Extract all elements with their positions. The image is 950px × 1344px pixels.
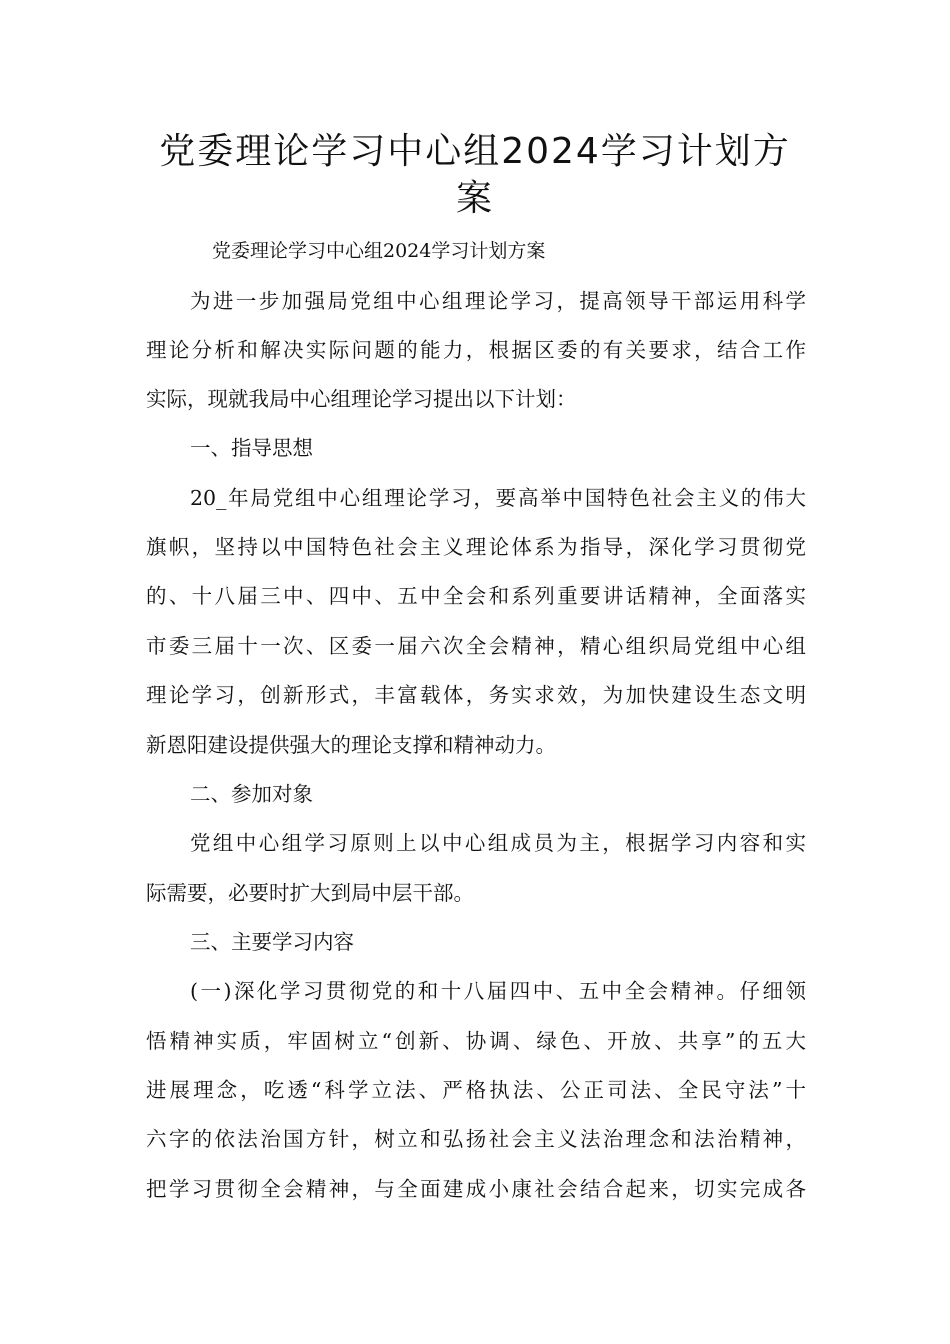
paragraph-line: 理论分析和解决实际问题的能力，根据区委的有关要求，结合工作 — [146, 338, 806, 362]
paragraph-line: 市委三届十一次、区委一届六次全会精神，精心组织局党组中心组 — [146, 634, 806, 658]
section-heading: 一、指导思想 — [190, 436, 313, 460]
paragraph-line: 旗帜，坚持以中国特色社会主义理论体系为指导，深化学习贯彻党 — [146, 535, 806, 559]
section-heading: 三、主要学习内容 — [190, 930, 354, 954]
paragraph-line: 20_年局党组中心组理论学习，要高举中国特色社会主义的伟大 — [190, 486, 806, 510]
paragraph-line: 把学习贯彻全会精神，与全面建成小康社会结合起来，切实完成各 — [146, 1177, 806, 1201]
title-line-1: 党委理论学习中心组2024学习计划方 — [159, 131, 791, 172]
paragraph-line: 理论学习，创新形式，丰富载体，务实求效，为加快建设生态文明 — [146, 683, 806, 707]
paragraph-line: 六字的依法治国方针，树立和弘扬社会主义法治理念和法治精神， — [146, 1127, 806, 1151]
paragraph-line: 的、十八届三中、四中、五中全会和系列重要讲话精神，全面落实 — [146, 584, 806, 608]
paragraph-line: 新恩阳建设提供强大的理论支撑和精神动力。 — [146, 733, 556, 757]
title-line-2: 案 — [455, 178, 494, 219]
paragraph-line: 悟精神实质，牢固树立“创新、协调、绿色、开放、共享”的五大 — [146, 1029, 806, 1053]
paragraph-line: 实际，现就我局中心组理论学习提出以下计划： — [146, 387, 577, 411]
paragraph-line: 为进一步加强局党组中心组理论学习，提高领导干部运用科学 — [190, 289, 806, 313]
paragraph-line: 际需要，必要时扩大到局中层干部。 — [146, 881, 474, 905]
paragraph-line: (一)深化学习贯彻党的和十八届四中、五中全会精神。仔细领 — [190, 979, 806, 1003]
document-title — [140, 128, 810, 222]
paragraph-line: 进展理念，吃透“科学立法、严格执法、公正司法、全民守法”十 — [146, 1078, 806, 1102]
document-subtitle: 党委理论学习中心组2024学习计划方案 — [212, 240, 546, 262]
paragraph-line: 党组中心组学习原则上以中心组成员为主，根据学习内容和实 — [190, 831, 806, 855]
section-heading: 二、参加对象 — [190, 782, 313, 806]
